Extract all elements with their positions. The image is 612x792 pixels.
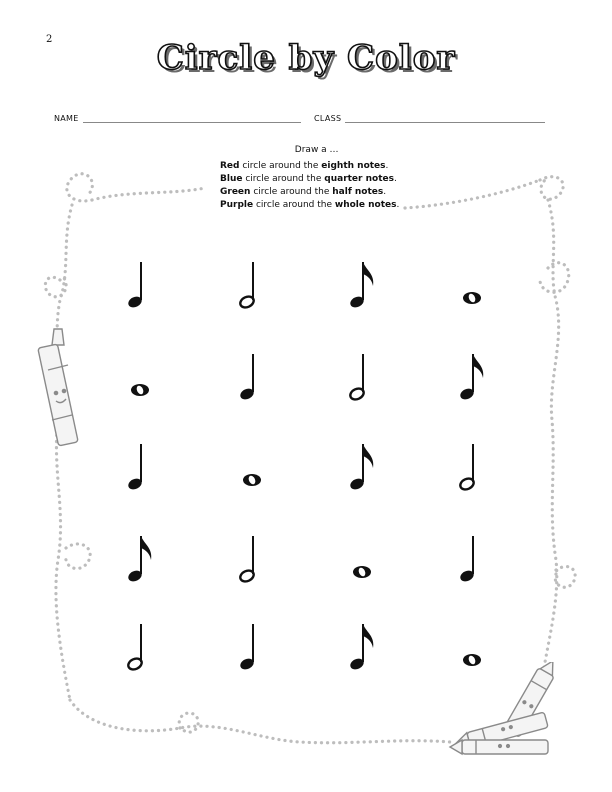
name-label: NAME [54,114,79,123]
half-note-icon[interactable] [232,256,272,312]
instruction-text: circle around the [253,200,335,210]
instruction-end: . [393,174,397,184]
crayon-left-icon [34,325,84,465]
instruction-text: circle around the [250,187,333,197]
whole-note-icon[interactable] [342,530,382,586]
instruction-text: circle around the [242,174,325,184]
note-name: whole notes [334,200,397,210]
note-name: eighth notes [321,161,386,171]
half-note-icon[interactable] [452,438,492,494]
color-word: Purple [220,200,254,210]
crayons-bottom-right-icon [448,662,558,762]
half-note-icon[interactable] [342,348,382,404]
page-number: 2 [46,34,53,45]
instruction-end: . [383,187,387,197]
quarter-note-icon[interactable] [452,530,492,586]
quarter-note-icon[interactable] [120,438,160,494]
instruction-end: . [385,161,389,171]
instruction-end: . [396,200,400,210]
eighth-note-icon[interactable] [342,438,382,494]
whole-note-icon[interactable] [452,618,492,674]
note-name: quarter notes [324,174,394,184]
instructions-intro: Draw a … [294,145,339,155]
class-label: CLASS [314,114,342,123]
quarter-note-icon[interactable] [232,618,272,674]
whole-note-icon[interactable] [232,438,272,494]
instruction-text: circle around the [239,161,322,171]
eighth-note-icon[interactable] [120,530,160,586]
quarter-note-icon[interactable] [232,348,272,404]
color-word: Blue [220,174,243,184]
eighth-note-icon[interactable] [342,256,382,312]
page-title: Circle by Color [156,38,456,78]
color-word: Red [220,161,240,171]
whole-note-icon[interactable] [452,256,492,312]
half-note-icon[interactable] [120,618,160,674]
whole-note-icon[interactable] [120,348,160,404]
half-note-icon[interactable] [232,530,272,586]
color-word: Green [220,187,251,197]
quarter-note-icon[interactable] [120,256,160,312]
eighth-note-icon[interactable] [342,618,382,674]
note-name: half notes [332,187,384,197]
eighth-note-icon[interactable] [452,348,492,404]
